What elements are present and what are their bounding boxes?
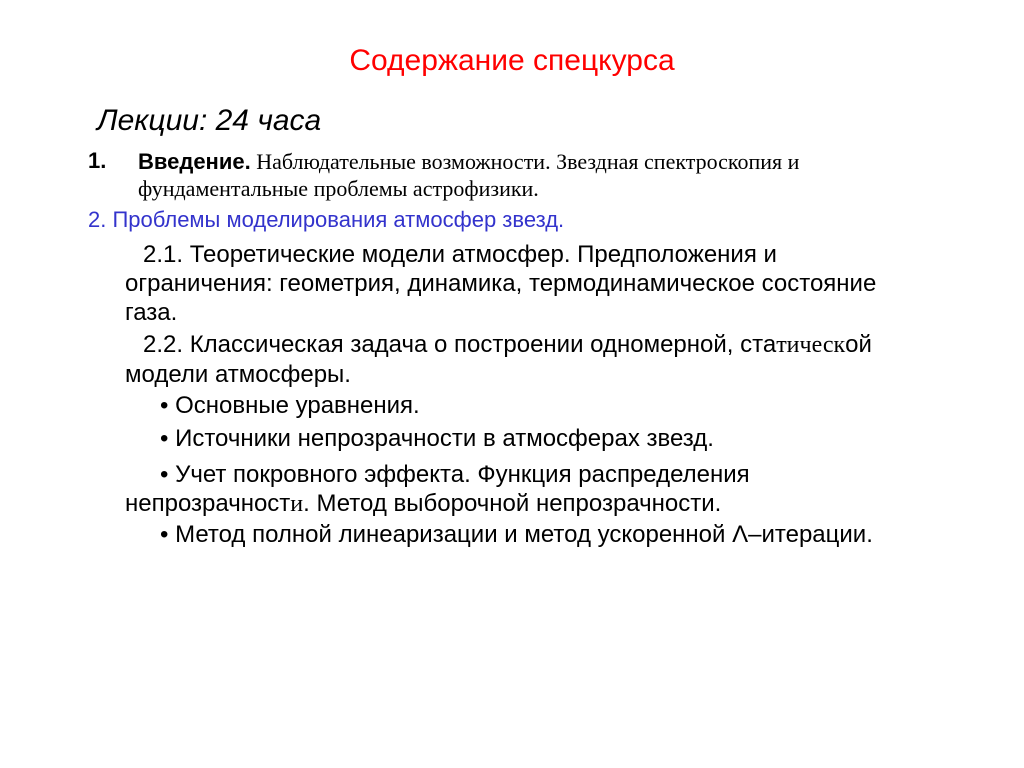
list-item-modeling: 2. Проблемы моделирования атмосфер звезд. [88,207,565,232]
bullet-text: • Основные уравнения. [160,392,420,419]
bullet-text-a: • Учет покровного эффекта. Функция распределения непрозрачност [125,461,750,517]
bullet-text: • Метод полной линеаризации и метод ускоренной Λ–итерации. [160,521,873,548]
item-text: Наблюдательные возможности. Звездная спектроскопия и фундаментальные проблемы астрофизики. [138,149,800,201]
section-2-2-text-a: 2.2. Классическая задача о построении одномерной, ста [143,331,777,358]
slide-title: Содержание спецкурса [349,44,675,77]
item-number: 1. [88,148,107,173]
bullet-opacity-sources [125,424,915,453]
lectures-subtitle: Лекции: 24 часа [97,104,322,137]
section-2-2-text-c: ой модели атмосферы. [125,331,872,388]
section-2-2-text-b: тическ [776,332,846,358]
item-body [138,148,938,202]
bullet-text: • Источники непрозрачности в атмосферах звезд. [160,425,714,452]
bullet-text-c: . Метод выборочной непрозрачности. [303,490,722,517]
bullet-equations [125,391,915,420]
item-heading: Введение. [138,149,251,174]
section-2-2 [125,330,915,389]
bullet-linearization [125,520,915,549]
bullet-text-b: и [290,491,304,517]
section-2-1 [125,240,915,327]
bullet-line-blanketing [125,460,915,519]
section-2-1-text: 2.1. Теоретические модели атмосфер. Предположения и ограничения: геометрия, динамика, термодинамическое состояние газа. [125,241,877,326]
